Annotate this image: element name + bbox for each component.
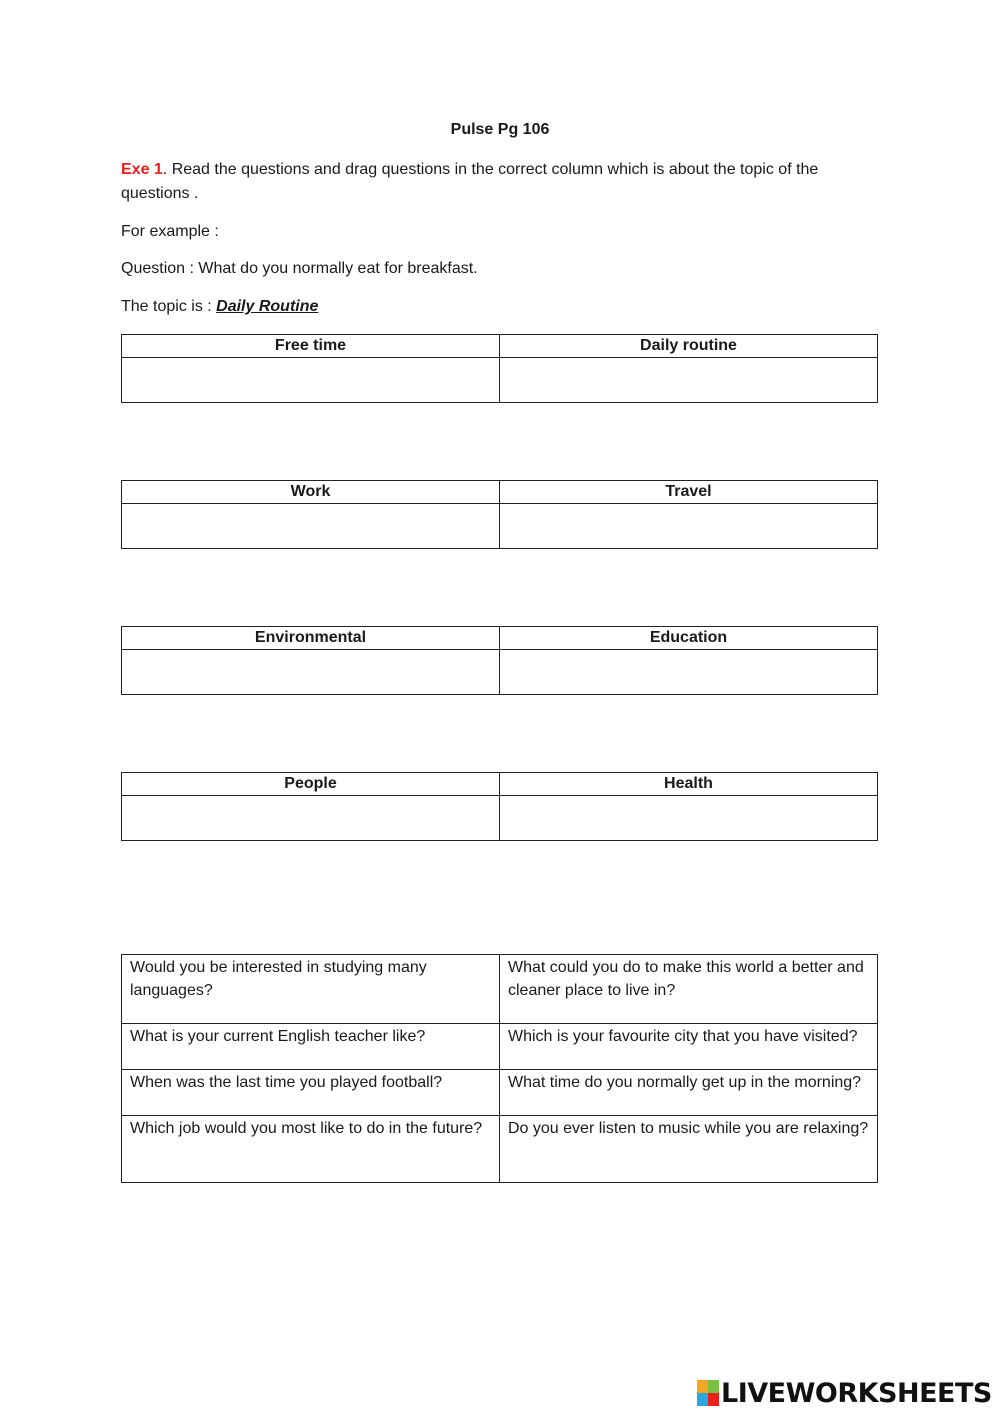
draggable-question[interactable]: What is your current English teacher like? <box>122 1024 500 1070</box>
exercise-label: Exe 1 <box>121 161 163 178</box>
draggable-question[interactable]: When was the last time you played football? <box>122 1070 500 1116</box>
page-title: Pulse Pg 106 <box>450 121 550 138</box>
example-intro: For example : <box>121 223 219 240</box>
drop-zone-work[interactable] <box>122 504 500 549</box>
drop-zone-free-time[interactable] <box>122 358 500 403</box>
example-topic-line <box>121 295 881 319</box>
column-header-daily-routine: Daily routine <box>500 335 878 358</box>
drop-zone-health[interactable] <box>500 796 878 841</box>
draggable-question[interactable]: Do you ever listen to music while you are relaxing? <box>500 1116 878 1183</box>
column-header-environmental: Environmental <box>122 627 500 650</box>
logo-square <box>708 1393 719 1406</box>
draggable-question[interactable]: What time do you normally get up in the morning? <box>500 1070 878 1116</box>
topic-table-2 <box>121 480 878 549</box>
table-row <box>122 1070 878 1116</box>
draggable-question[interactable]: Which is your favourite city that you have visited? <box>500 1024 878 1070</box>
topic-prefix: The topic is : <box>121 298 217 315</box>
logo-square <box>697 1393 708 1406</box>
topic-table-3 <box>121 626 878 695</box>
draggable-question[interactable]: Would you be interested in studying many languages? <box>122 955 500 1024</box>
topic-table-1 <box>121 334 878 403</box>
column-header-people: People <box>122 773 500 796</box>
instruction-paragraph <box>121 158 881 206</box>
example-question: Question : What do you normally eat for breakfast. <box>121 260 478 277</box>
liveworksheets-logo <box>697 1378 992 1408</box>
drop-zone-environmental[interactable] <box>122 650 500 695</box>
exercise-text: . Read the questions and drag questions in the correct column which is about the topic of the questions . <box>121 161 819 202</box>
logo-square <box>708 1380 719 1393</box>
draggable-question[interactable]: Which job would you most like to do in the future? <box>122 1116 500 1183</box>
table-row <box>122 955 878 1024</box>
column-header-education: Education <box>500 627 878 650</box>
topic-table-4 <box>121 772 878 841</box>
draggable-question[interactable]: What could you do to make this world a better and cleaner place to live in? <box>500 955 878 1024</box>
column-header-free-time: Free time <box>122 335 500 358</box>
topic-answer: Daily Routine <box>216 298 319 315</box>
liveworksheets-logo-icon <box>697 1380 719 1406</box>
column-header-travel: Travel <box>500 481 878 504</box>
drop-zone-people[interactable] <box>122 796 500 841</box>
drop-zone-education[interactable] <box>500 650 878 695</box>
table-row <box>122 1116 878 1183</box>
column-header-work: Work <box>122 481 500 504</box>
drop-zone-travel[interactable] <box>500 504 878 549</box>
drop-zone-daily-routine[interactable] <box>500 358 878 403</box>
questions-table <box>121 954 878 1183</box>
column-header-health: Health <box>500 773 878 796</box>
table-row <box>122 1024 878 1070</box>
logo-text: LIVEWORKSHEETS <box>721 1377 992 1409</box>
logo-square <box>697 1380 708 1393</box>
